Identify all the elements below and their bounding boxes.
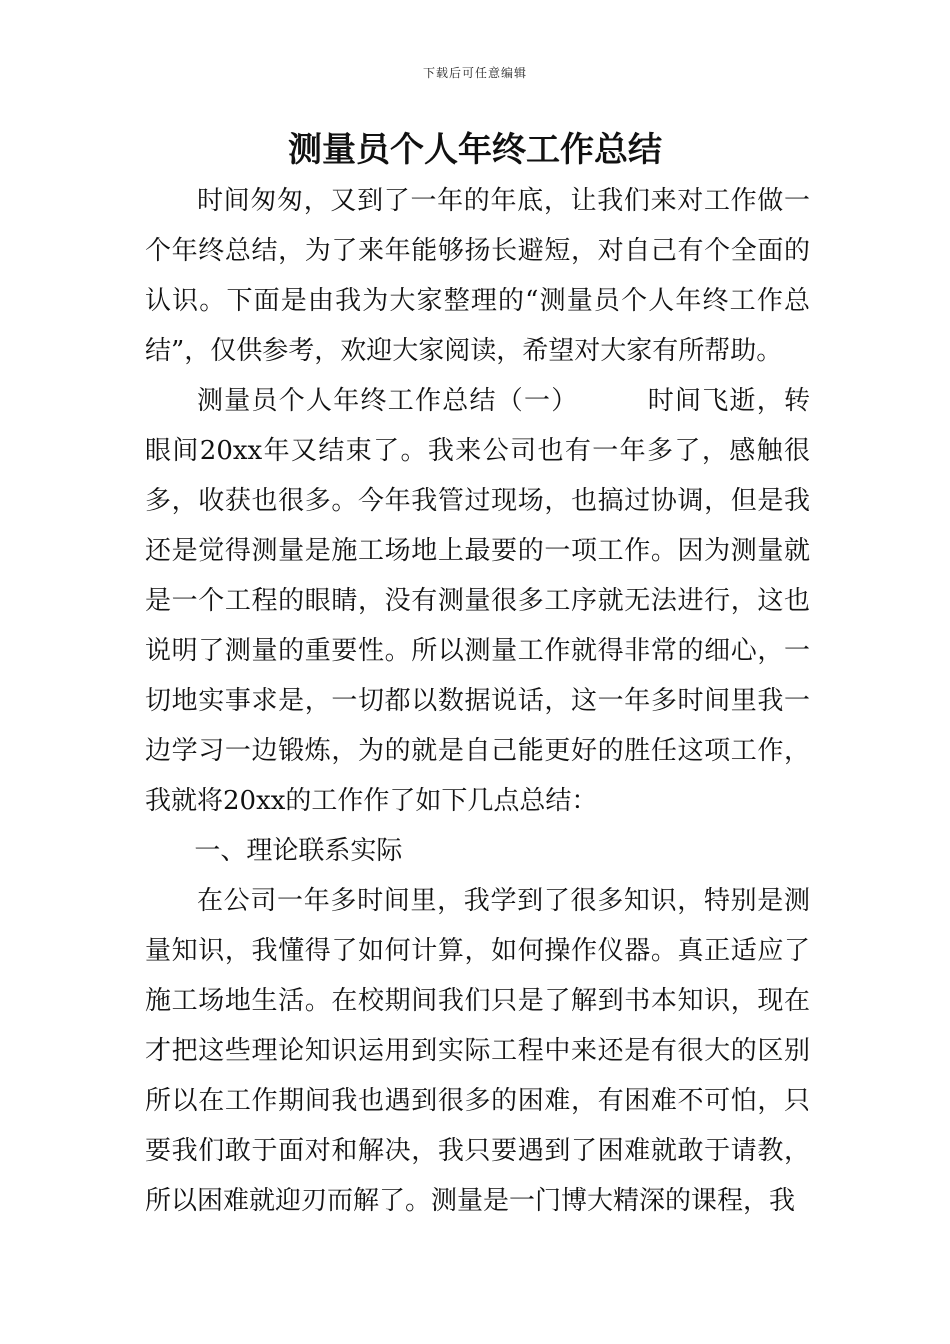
section-paragraph [145,376,810,826]
document-body [145,176,810,1226]
section-title: 测量员个人年终工作总结（一） [197,386,579,416]
point-one-paragraph: 在公司一年多时间里，我学到了很多知识，特别是测量知识，我懂得了如何计算，如何操作仪器。真正适应了施工场地生活。在校期间我们只是了解到书本知识，现在才把这些理论知识运用到实际工程中来还是有很大的区别所以在工作期间我也遇到很多的困难，有困难不可怕，只要我们敢于面对和解决，我只要遇到了困难就敢于请教，所以困难就迎刃而解了。测量是一门博大精深的课程，我 [145,886,810,1216]
header-note: 下载后可任意编辑 [422,66,527,80]
section-body: 时间飞逝，转眼间20xx年又结束了。我来公司也有一年多了，感触很多，收获也很多。今年我管过现场，也搞过协调，但是我还是觉得测量是施工场地上最要的一项工作。因为测量就是一个工程的眼睛，没有测量很多工序就无法进行，这也说明了测量的重要性。所以测量工作就得非常的细心，一切地实事求是，一切都以数据说话，这一年多时间里我一边学习一边锻炼，为的就是自己能更好的胜任这项工作，我就将20xx的工作作了如下几点总结： [145,386,810,816]
intro-paragraph: 时间匆匆，又到了一年的年底，让我们来对工作做一个年终总结，为了来年能够扬长避短，对自己有个全面的认识。下面是由我为大家整理的“测量员个人年终工作总结”，仅供参考，欢迎大家阅读，希望对大家有所帮助。 [145,186,810,366]
point-one-heading: 一、理论联系实际 [194,836,403,866]
document-title: 测量员个人年终工作总结 [288,130,662,170]
